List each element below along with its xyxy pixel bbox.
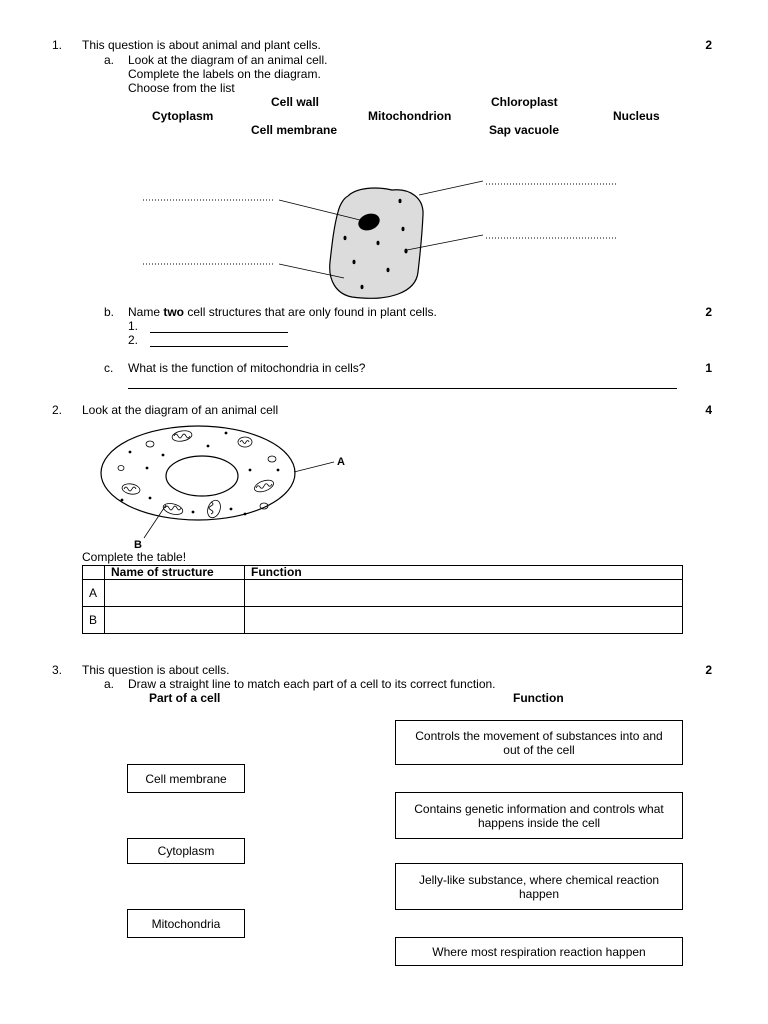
q3-text: This question is about cells.: [82, 663, 230, 677]
q1c-letter: c.: [104, 361, 114, 375]
table-header-function: Function: [245, 566, 683, 580]
cell-function-a[interactable]: [245, 580, 683, 607]
nucleus-outline: [166, 456, 238, 496]
q1a-line1: Look at the diagram of an animal cell.: [128, 53, 328, 67]
q2-number: 2.: [52, 403, 63, 417]
part-box-cell-membrane[interactable]: Cell membrane: [127, 764, 245, 793]
function-box-4[interactable]: Where most respiration reaction happen: [395, 937, 683, 966]
q1b-item1-number: 1.: [128, 319, 139, 333]
table-header-row: [83, 566, 683, 580]
word-cytoplasm: Cytoplasm: [152, 109, 214, 123]
q2-text: Look at the diagram of an animal cell: [82, 403, 279, 417]
table-header-structure: Name of structure: [105, 566, 245, 580]
function-box-3[interactable]: Jelly-like substance, where chemical reaction happen: [395, 863, 683, 910]
function-box-2[interactable]: Contains genetic information and controls what happens inside the cell: [395, 792, 683, 839]
q1b-item2-number: 2.: [128, 333, 139, 347]
cell-structure-b[interactable]: [105, 607, 245, 634]
q1-marks: 2: [705, 38, 712, 52]
row-label-b: B: [83, 607, 105, 634]
label-b: B: [134, 539, 142, 551]
q1a-letter: a.: [104, 53, 115, 67]
mitochondrion: [205, 498, 222, 519]
part-box-cytoplasm[interactable]: Cytoplasm: [127, 838, 245, 864]
mitochondrion: [171, 429, 192, 442]
label-a: A: [337, 456, 345, 468]
mitochondrion: [253, 478, 275, 494]
col-heading-function: Function: [513, 691, 564, 705]
q1a-line2: Complete the labels on the diagram.: [128, 67, 321, 81]
word-mitochondrion: Mitochondrion: [368, 109, 452, 123]
word-sap-vacuole: Sap vacuole: [489, 123, 560, 137]
mitochondrion: [121, 483, 140, 496]
table-row: [83, 607, 683, 634]
word-chloroplast: Chloroplast: [491, 95, 558, 109]
q3a-text: Draw a straight line to match each part of a cell to its correct function.: [128, 677, 496, 691]
q1b-letter: b.: [104, 305, 115, 319]
q1a-line3: Choose from the list: [128, 81, 235, 95]
mitochondrion: [162, 502, 184, 517]
q2-marks: 4: [705, 403, 712, 417]
q1-number: 1.: [52, 38, 63, 52]
function-box-1[interactable]: Controls the movement of substances into and out of the cell: [395, 720, 683, 765]
q1-text: This question is about animal and plant cells.: [82, 38, 321, 52]
q1b-text: Name two cell structures that are only found in plant cells.: [128, 305, 437, 319]
q3-marks: 2: [705, 663, 712, 677]
structure-table: [82, 565, 683, 634]
q1c-text: What is the function of mitochondria in cells?: [128, 361, 366, 375]
cell-outline: [101, 426, 295, 520]
row-label-a: A: [83, 580, 105, 607]
table-header-blank: [83, 566, 105, 580]
cell-structure-a[interactable]: [105, 580, 245, 607]
word-nucleus: Nucleus: [613, 109, 660, 123]
col-heading-part: Part of a cell: [149, 691, 221, 705]
word-cell-wall: Cell wall: [271, 95, 320, 109]
cell-function-b[interactable]: [245, 607, 683, 634]
q3a-letter: a.: [104, 677, 115, 691]
table-intro: Complete the table!: [82, 550, 187, 564]
word-cell-membrane: Cell membrane: [251, 123, 338, 137]
q3-number: 3.: [52, 663, 63, 677]
part-box-mitochondria[interactable]: Mitochondria: [127, 909, 245, 938]
q1b-marks: 2: [705, 305, 712, 319]
q1c-marks: 1: [705, 361, 712, 375]
mitochondrion: [238, 437, 252, 447]
table-row: [83, 580, 683, 607]
